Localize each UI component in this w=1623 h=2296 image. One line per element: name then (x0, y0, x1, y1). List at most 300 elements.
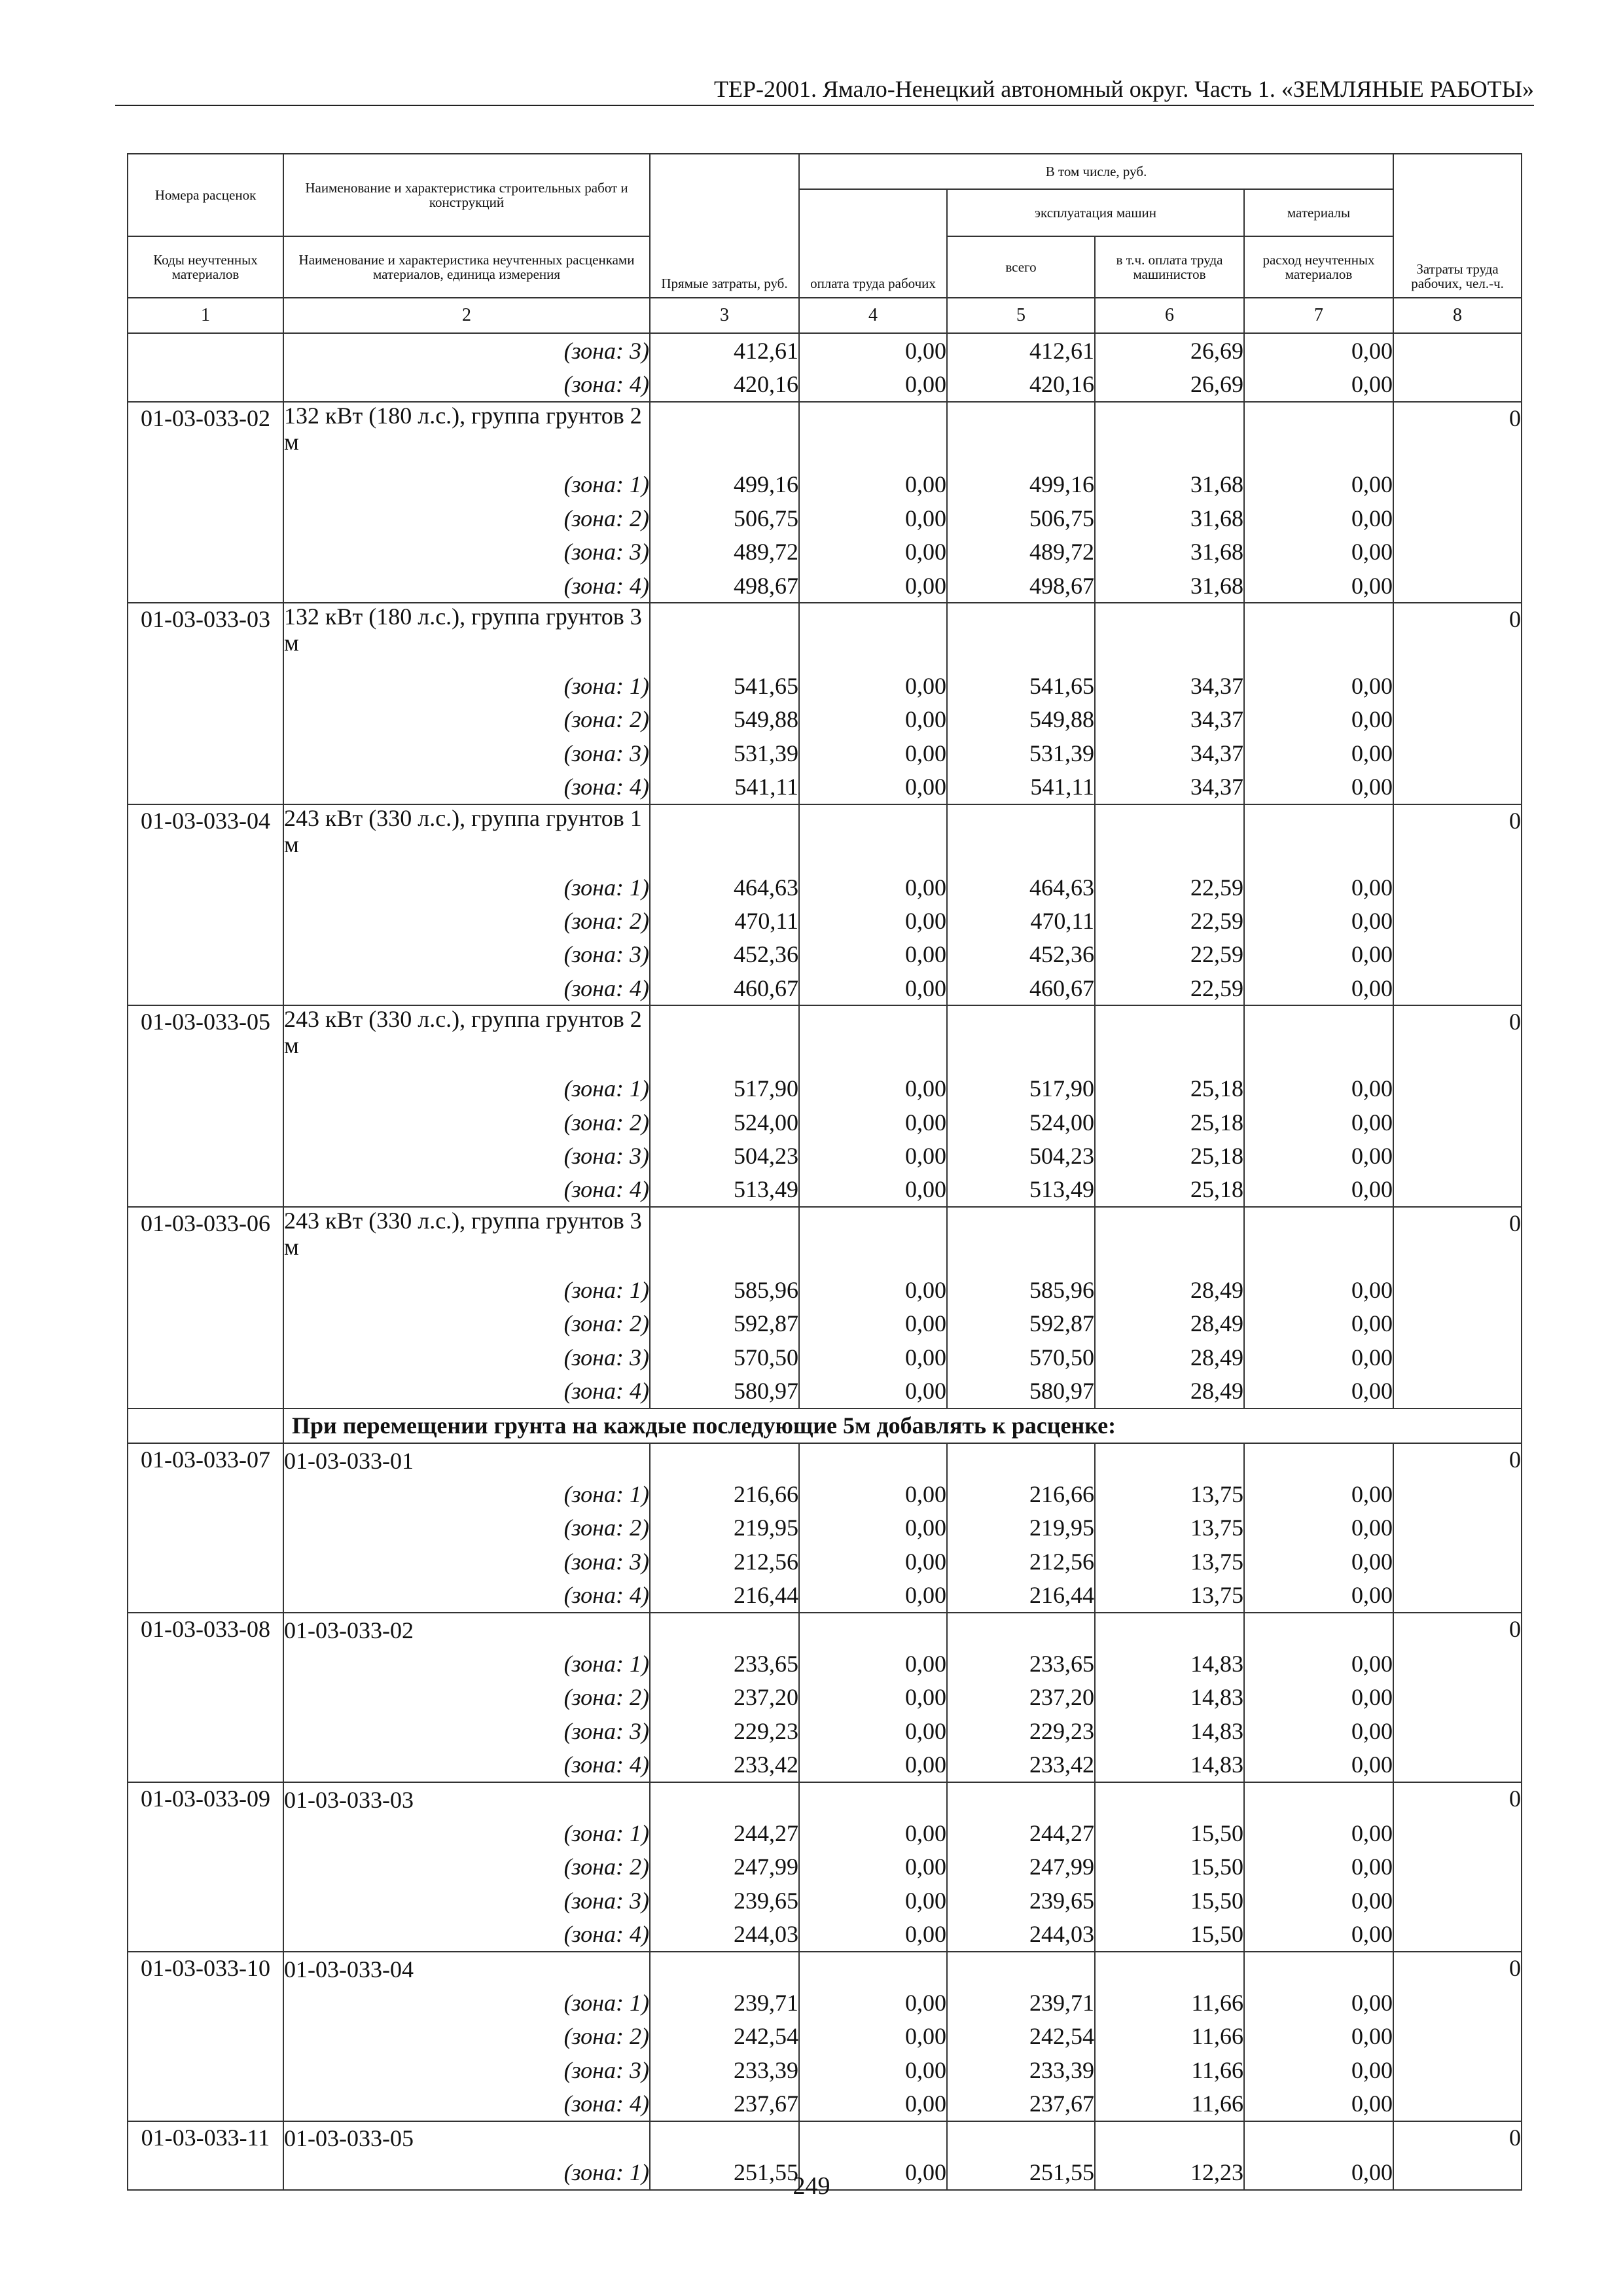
direct-cost: 592,87 (650, 1306, 799, 1340)
empty-value-cell (799, 1952, 947, 1986)
labor-hours: 0 (1393, 1952, 1522, 1986)
section-row (128, 1408, 1522, 1443)
zone-label: (зона: 4) (283, 367, 650, 401)
direct-cost: 239,65 (650, 1884, 799, 1917)
empty-value-cell (650, 804, 799, 870)
col7-header: расход неучтенных материалов (1244, 236, 1393, 298)
zone-row (128, 703, 1522, 736)
zone-label: (зона: 1) (283, 2155, 650, 2189)
empty-code-cell (128, 1714, 283, 1748)
zone-row (128, 569, 1522, 603)
direct-cost: 499,16 (650, 468, 799, 501)
empty-code-cell (128, 703, 283, 736)
materials-cost: 0,00 (1244, 1340, 1393, 1374)
machinist-pay: 22,59 (1095, 904, 1244, 937)
empty-value-cell (1244, 1005, 1393, 1071)
zone-row (128, 1071, 1522, 1105)
labor-pay: 0,00 (799, 1579, 947, 1613)
empty-labor-cell (1393, 703, 1522, 736)
rate-code-row (128, 804, 1522, 870)
zone-label: (зона: 2) (283, 1681, 650, 1714)
zone-row (128, 1884, 1522, 1917)
machines-total: 524,00 (947, 1105, 1095, 1139)
direct-cost: 229,23 (650, 1714, 799, 1748)
labor-hours: 0 (1393, 402, 1522, 468)
empty-code-cell (128, 1340, 283, 1374)
labor-pay: 0,00 (799, 1071, 947, 1105)
empty-value-cell (947, 1207, 1095, 1273)
zone-label: (зона: 2) (283, 1306, 650, 1340)
machinist-pay: 22,59 (1095, 870, 1244, 904)
zone-label: (зона: 4) (283, 2087, 650, 2121)
empty-value-cell (1244, 1443, 1393, 1477)
machinist-pay: 25,18 (1095, 1071, 1244, 1105)
rate-code: 01-03-033-09 (128, 1782, 283, 1816)
included-header: В том числе, руб. (799, 154, 1393, 189)
direct-cost: 412,61 (650, 333, 799, 367)
empty-value-cell (1095, 804, 1244, 870)
labor-hours: 0 (1393, 603, 1522, 669)
empty-value-cell (1095, 1207, 1244, 1273)
machinist-pay: 15,50 (1095, 1884, 1244, 1917)
column-number: 1 (128, 298, 283, 333)
work-description: 01-03-033-01 (283, 1443, 650, 1477)
materials-cost: 0,00 (1244, 736, 1393, 770)
rate-code-row (128, 1782, 1522, 1816)
empty-value-cell (650, 1613, 799, 1647)
machinist-pay: 31,68 (1095, 569, 1244, 603)
empty-labor-cell (1393, 2020, 1522, 2053)
zone-label: (зона: 1) (283, 1071, 650, 1105)
zone-label: (зона: 4) (283, 1748, 650, 1782)
zone-label: (зона: 3) (283, 535, 650, 569)
rate-code: 01-03-033-02 (128, 402, 283, 468)
machines-total: 216,66 (947, 1477, 1095, 1511)
materials-cost: 0,00 (1244, 669, 1393, 702)
rate-code-row (128, 2121, 1522, 2155)
direct-cost: 541,11 (650, 770, 799, 804)
empty-code-cell (128, 1917, 283, 1951)
labor-pay: 0,00 (799, 1139, 947, 1172)
machinist-pay: 34,37 (1095, 669, 1244, 702)
empty-value-cell (1095, 1952, 1244, 1986)
rate-code: 01-03-033-10 (128, 1952, 283, 1986)
empty-labor-cell (1393, 770, 1522, 804)
materials-cost: 0,00 (1244, 703, 1393, 736)
zone-row (128, 736, 1522, 770)
empty-labor-cell (1393, 904, 1522, 937)
empty-labor-cell (1393, 1748, 1522, 1782)
direct-cost: 489,72 (650, 535, 799, 569)
labor-hours: 0 (1393, 1613, 1522, 1647)
zone-label: (зона: 3) (283, 1714, 650, 1748)
materials-cost: 0,00 (1244, 1273, 1393, 1306)
zone-row (128, 333, 1522, 367)
machinist-pay: 31,68 (1095, 501, 1244, 535)
machines-total: 242,54 (947, 2020, 1095, 2053)
zone-row (128, 938, 1522, 971)
machines-total: 470,11 (947, 904, 1095, 937)
labor-pay: 0,00 (799, 1511, 947, 1545)
col4-header: оплата труда рабочих (799, 189, 947, 298)
col2-top-header: Наименование и характеристика строительных работ и конструкций (283, 154, 650, 236)
machines-total: 233,65 (947, 1647, 1095, 1680)
zone-row (128, 1105, 1522, 1139)
materials-cost: 0,00 (1244, 1986, 1393, 2019)
machines-total: 244,03 (947, 1917, 1095, 1951)
zone-row (128, 1545, 1522, 1578)
empty-code-cell (128, 1545, 283, 1578)
zone-label: (зона: 3) (283, 2053, 650, 2087)
direct-cost: 470,11 (650, 904, 799, 937)
labor-pay: 0,00 (799, 770, 947, 804)
machines-total: 239,65 (947, 1884, 1095, 1917)
section-title: При перемещении грунта на каждые последующие 5м добавлять к расценке: (283, 1408, 1522, 1443)
empty-labor-cell (1393, 1714, 1522, 1748)
labor-pay: 0,00 (799, 1105, 947, 1139)
machinist-pay: 34,37 (1095, 736, 1244, 770)
zone-row (128, 1477, 1522, 1511)
empty-value-cell (650, 1782, 799, 1816)
col2-bottom-header: Наименование и характеристика неучтенных расценками материалов, единица измерения (283, 236, 650, 298)
direct-cost: 524,00 (650, 1105, 799, 1139)
zone-label: (зона: 3) (283, 1340, 650, 1374)
work-description: 243 кВт (330 л.с.), группа грунтов 2 м (283, 1005, 650, 1071)
rate-code: 01-03-033-08 (128, 1613, 283, 1647)
empty-labor-cell (1393, 971, 1522, 1005)
direct-cost: 216,66 (650, 1477, 799, 1511)
direct-cost: 233,42 (650, 1748, 799, 1782)
machines-total: 216,44 (947, 1579, 1095, 1613)
machinist-pay: 34,37 (1095, 770, 1244, 804)
empty-code-cell (128, 1173, 283, 1207)
col1-top-header: Номера расценок (128, 154, 283, 236)
empty-code-cell (128, 870, 283, 904)
empty-labor-cell (1393, 1647, 1522, 1680)
machinist-pay: 34,37 (1095, 703, 1244, 736)
zone-row (128, 971, 1522, 1005)
materials-cost: 0,00 (1244, 1647, 1393, 1680)
zone-label: (зона: 3) (283, 938, 650, 971)
materials-cost: 0,00 (1244, 1477, 1393, 1511)
machines-total: 570,50 (947, 1340, 1095, 1374)
labor-pay: 0,00 (799, 569, 947, 603)
machinist-pay: 22,59 (1095, 971, 1244, 1005)
machinist-pay: 14,83 (1095, 1681, 1244, 1714)
zone-row (128, 367, 1522, 401)
col8-header: Затраты труда рабочих, чел.-ч. (1393, 154, 1522, 298)
empty-code-cell (128, 1579, 283, 1613)
machines-total: 233,39 (947, 2053, 1095, 2087)
labor-pay: 0,00 (799, 669, 947, 702)
labor-pay: 0,00 (799, 1850, 947, 1884)
column-number: 5 (947, 298, 1095, 333)
rates-body-part-b (128, 1443, 1522, 2190)
machinist-pay: 22,59 (1095, 938, 1244, 971)
labor-hours: 0 (1393, 2121, 1522, 2155)
zone-row (128, 1986, 1522, 2019)
zone-label: (зона: 4) (283, 1173, 650, 1207)
direct-cost: 549,88 (650, 703, 799, 736)
empty-labor-cell (1393, 2053, 1522, 2087)
header-rule (115, 105, 1534, 106)
empty-labor-cell (1393, 1850, 1522, 1884)
labor-pay: 0,00 (799, 1173, 947, 1207)
zone-row (128, 501, 1522, 535)
empty-labor-cell (1393, 468, 1522, 501)
labor-pay: 0,00 (799, 1748, 947, 1782)
empty-code-cell (128, 468, 283, 501)
empty-code-cell (128, 1681, 283, 1714)
work-description: 132 кВт (180 л.с.), группа грунтов 3 м (283, 603, 650, 669)
empty-code-cell (128, 1477, 283, 1511)
machines-total: 531,39 (947, 736, 1095, 770)
empty-code-cell (128, 1647, 283, 1680)
empty-labor-cell (1393, 1986, 1522, 2019)
direct-cost: 251,55 (650, 2155, 799, 2189)
empty-value-cell (947, 804, 1095, 870)
work-description: 01-03-033-04 (283, 1952, 650, 1986)
labor-hours: 0 (1393, 1443, 1522, 1477)
running-header: ТЕР-2001. Ямало-Ненецкий автономный округ. Часть 1. «ЗЕМЛЯНЫЕ РАБОТЫ» (713, 76, 1534, 102)
empty-labor-cell (1393, 1105, 1522, 1139)
empty-code-cell (128, 770, 283, 804)
empty-value-cell (1244, 1613, 1393, 1647)
machinist-pay: 15,50 (1095, 1816, 1244, 1850)
empty-value-cell (947, 402, 1095, 468)
labor-pay: 0,00 (799, 1477, 947, 1511)
direct-cost: 212,56 (650, 1545, 799, 1578)
labor-hours: 0 (1393, 1005, 1522, 1071)
materials-cost: 0,00 (1244, 1545, 1393, 1578)
empty-labor-cell (1393, 1477, 1522, 1511)
empty-code-cell (128, 1374, 283, 1408)
empty-value-cell (1244, 1207, 1393, 1273)
rates-table (127, 153, 1522, 2191)
labor-pay: 0,00 (799, 1273, 947, 1306)
empty-labor-cell (1393, 1917, 1522, 1951)
rates-body-part-a (128, 333, 1522, 1408)
direct-cost: 244,03 (650, 1917, 799, 1951)
machines-total: 239,71 (947, 1986, 1095, 2019)
labor-pay: 0,00 (799, 736, 947, 770)
machinist-pay: 14,83 (1095, 1647, 1244, 1680)
direct-cost: 541,65 (650, 669, 799, 702)
empty-value-cell (1095, 1443, 1244, 1477)
empty-code-cell (128, 1850, 283, 1884)
zone-label: (зона: 1) (283, 1477, 650, 1511)
empty-code-cell (128, 333, 283, 367)
col5-header: всего (947, 236, 1095, 298)
empty-labor-cell (1393, 333, 1522, 367)
empty-value-cell (947, 1782, 1095, 1816)
zone-row (128, 1374, 1522, 1408)
column-number: 7 (1244, 298, 1393, 333)
machines-header: эксплуатация машин (947, 189, 1244, 236)
machinist-pay: 11,66 (1095, 1986, 1244, 2019)
materials-cost: 0,00 (1244, 870, 1393, 904)
empty-code-cell (128, 1748, 283, 1782)
zone-row (128, 770, 1522, 804)
zone-label: (зона: 2) (283, 1850, 650, 1884)
empty-code-cell (128, 1816, 283, 1850)
zone-label: (зона: 1) (283, 1647, 650, 1680)
zone-label: (зона: 4) (283, 971, 650, 1005)
materials-cost: 0,00 (1244, 904, 1393, 937)
labor-pay: 0,00 (799, 703, 947, 736)
rate-code: 01-03-033-11 (128, 2121, 283, 2155)
materials-cost: 0,00 (1244, 535, 1393, 569)
labor-pay: 0,00 (799, 971, 947, 1005)
materials-cost: 0,00 (1244, 1071, 1393, 1105)
labor-hours: 0 (1393, 804, 1522, 870)
materials-cost: 0,00 (1244, 1173, 1393, 1207)
labor-pay: 0,00 (799, 1306, 947, 1340)
empty-code-cell (128, 501, 283, 535)
empty-labor-cell (1393, 1139, 1522, 1172)
materials-cost: 0,00 (1244, 1816, 1393, 1850)
materials-cost: 0,00 (1244, 333, 1393, 367)
labor-pay: 0,00 (799, 1545, 947, 1578)
work-description: 132 кВт (180 л.с.), группа грунтов 2 м (283, 402, 650, 468)
zone-row (128, 535, 1522, 569)
zone-row (128, 1173, 1522, 1207)
empty-labor-cell (1393, 1681, 1522, 1714)
empty-value-cell (947, 1952, 1095, 1986)
zone-label: (зона: 2) (283, 2020, 650, 2053)
labor-pay: 0,00 (799, 1340, 947, 1374)
empty-code-cell (128, 1986, 283, 2019)
materials-cost: 0,00 (1244, 938, 1393, 971)
machinist-pay: 15,50 (1095, 1850, 1244, 1884)
empty-value-cell (1244, 2121, 1393, 2155)
machines-total: 517,90 (947, 1071, 1095, 1105)
direct-cost: 216,44 (650, 1579, 799, 1613)
empty-code-cell (128, 904, 283, 937)
machines-total: 541,65 (947, 669, 1095, 702)
empty-value-cell (650, 1207, 799, 1273)
empty-labor-cell (1393, 1374, 1522, 1408)
direct-cost: 237,67 (650, 2087, 799, 2121)
machines-total: 460,67 (947, 971, 1095, 1005)
zone-row (128, 1579, 1522, 1613)
direct-cost: 452,36 (650, 938, 799, 971)
zone-row (128, 1816, 1522, 1850)
empty-labor-cell (1393, 2087, 1522, 2121)
empty-code-cell (128, 938, 283, 971)
work-description: 243 кВт (330 л.с.), группа грунтов 3 м (283, 1207, 650, 1273)
labor-pay: 0,00 (799, 1681, 947, 1714)
machines-total: 237,20 (947, 1681, 1095, 1714)
machinist-pay: 28,49 (1095, 1273, 1244, 1306)
direct-cost: 513,49 (650, 1173, 799, 1207)
empty-labor-cell (1393, 1545, 1522, 1578)
empty-code-cell (128, 1306, 283, 1340)
empty-labor-cell (1393, 669, 1522, 702)
empty-value-cell (947, 1443, 1095, 1477)
rate-code-row (128, 1613, 1522, 1647)
empty-value-cell (799, 804, 947, 870)
empty-code-cell (128, 569, 283, 603)
materials-cost: 0,00 (1244, 501, 1393, 535)
machinist-pay: 31,68 (1095, 535, 1244, 569)
page-number: 249 (793, 2172, 830, 2200)
empty-value-cell (799, 1443, 947, 1477)
labor-pay: 0,00 (799, 535, 947, 569)
empty-code-cell (128, 736, 283, 770)
empty-labor-cell (1393, 1173, 1522, 1207)
zone-row (128, 1917, 1522, 1951)
empty-code-cell (128, 971, 283, 1005)
machinist-pay: 26,69 (1095, 367, 1244, 401)
direct-cost: 233,39 (650, 2053, 799, 2087)
zone-row (128, 1273, 1522, 1306)
empty-code-cell (128, 367, 283, 401)
machines-total: 251,55 (947, 2155, 1095, 2189)
machines-total: 580,97 (947, 1374, 1095, 1408)
empty-code-cell (128, 535, 283, 569)
empty-value-cell (799, 1207, 947, 1273)
empty-value-cell (1095, 1005, 1244, 1071)
materials-cost: 0,00 (1244, 1714, 1393, 1748)
machinist-pay: 25,18 (1095, 1105, 1244, 1139)
direct-cost: 233,65 (650, 1647, 799, 1680)
zone-label: (зона: 1) (283, 1986, 650, 2019)
direct-cost: 498,67 (650, 569, 799, 603)
zone-row (128, 870, 1522, 904)
machines-total: 513,49 (947, 1173, 1095, 1207)
direct-cost: 242,54 (650, 2020, 799, 2053)
materials-header: материалы (1244, 189, 1393, 236)
empty-labor-cell (1393, 1579, 1522, 1613)
empty-value-cell (1095, 2121, 1244, 2155)
zone-label: (зона: 1) (283, 468, 650, 501)
direct-cost: 580,97 (650, 1374, 799, 1408)
machines-total: 464,63 (947, 870, 1095, 904)
machines-total: 498,67 (947, 569, 1095, 603)
empty-labor-cell (1393, 535, 1522, 569)
direct-cost: 517,90 (650, 1071, 799, 1105)
empty-code-cell (128, 1273, 283, 1306)
machines-total: 244,27 (947, 1816, 1095, 1850)
labor-pay: 0,00 (799, 1884, 947, 1917)
direct-cost: 237,20 (650, 1681, 799, 1714)
zone-label: (зона: 4) (283, 1374, 650, 1408)
zone-label: (зона: 2) (283, 1105, 650, 1139)
empty-code-cell (128, 1105, 283, 1139)
machinist-pay: 11,66 (1095, 2020, 1244, 2053)
col3-header: Прямые затраты, руб. (650, 154, 799, 298)
zone-label: (зона: 4) (283, 1917, 650, 1951)
materials-cost: 0,00 (1244, 1748, 1393, 1782)
machinist-pay: 11,66 (1095, 2087, 1244, 2121)
materials-cost: 0,00 (1244, 1374, 1393, 1408)
work-description: 01-03-033-05 (283, 2121, 650, 2155)
zone-row (128, 1139, 1522, 1172)
direct-cost: 460,67 (650, 971, 799, 1005)
empty-value-cell (947, 1005, 1095, 1071)
machines-total: 585,96 (947, 1273, 1095, 1306)
labor-hours: 0 (1393, 1782, 1522, 1816)
zone-row (128, 1714, 1522, 1748)
zone-label: (зона: 1) (283, 669, 650, 702)
empty-value-cell (947, 603, 1095, 669)
zone-label: (зона: 1) (283, 870, 650, 904)
machinist-pay: 13,75 (1095, 1511, 1244, 1545)
empty-labor-cell (1393, 736, 1522, 770)
machinist-pay: 13,75 (1095, 1545, 1244, 1578)
rate-code: 01-03-033-05 (128, 1005, 283, 1071)
